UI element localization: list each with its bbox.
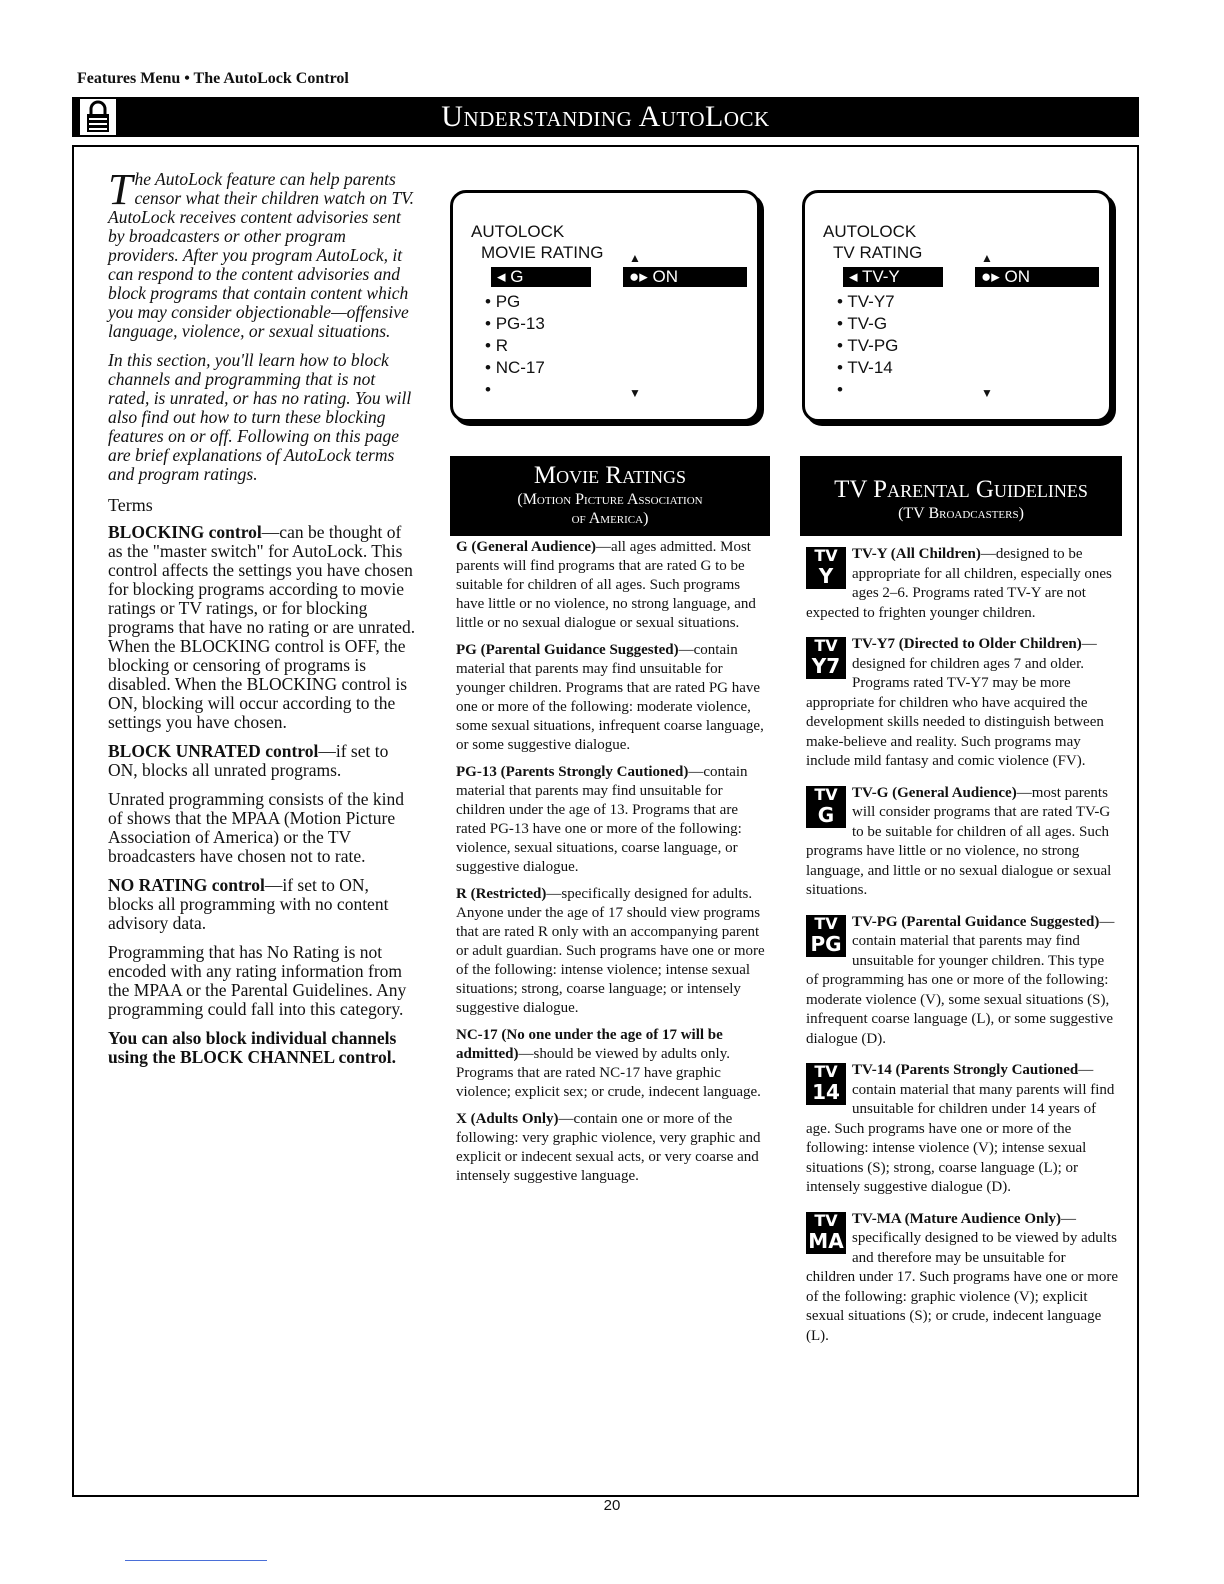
term-label: NO RATING control <box>108 875 265 895</box>
movie-ratings-title: Movie Ratings <box>533 462 687 489</box>
tv-guidelines-title: TV Parental Guidelines <box>834 476 1088 503</box>
term-label: BLOCK UNRATED control <box>108 741 319 761</box>
movie-rating-entry: G (General Audience)—all ages admitted. Most parents will find programs that are rated G to be suitable for children of all ages. Such programs have little or no violence, no strong language, and little or no sexual dialogue or sexual situations. <box>456 539 756 631</box>
rating-toggle[interactable]: ●▸ ON <box>623 267 747 287</box>
left-column <box>108 165 418 1077</box>
term-label: BLOCKING control <box>108 522 262 542</box>
rating-item[interactable]: • TV-G <box>837 314 888 333</box>
breadcrumb: Features Menu • The AutoLock Control <box>77 70 349 87</box>
movie-ratings-header <box>450 456 770 536</box>
term-text: —can be thought of as the "master switch" for AutoLock. This control affects the settings you have chosen for blocking programs according to movie ratings or TV ratings, or for blocking programs that have no rating or are unrated. When the BLOCKING control is OFF, the blocking or censoring of programs is disabled. When the BLOCKING control is ON, blocking will occur according to the settings you have chosen. <box>108 522 416 732</box>
movie-rating-screen <box>450 190 760 422</box>
rating-item[interactable]: • TV-Y7 <box>837 292 895 311</box>
page-title: Understanding AutoLock <box>441 100 770 133</box>
up-arrow-icon: ▲ <box>981 251 993 265</box>
rating-item[interactable]: • PG-13 <box>485 314 545 333</box>
rating-toggle[interactable]: ●▸ ON <box>975 267 1099 287</box>
tv-y-rating-icon: TV Y <box>806 547 846 589</box>
intro-text: he AutoLock feature can help parents censor what their children watch on TV. AutoLock receives content advisories sent by broadcasters or other program providers. After you program AutoLock, it can respond to the content advisories and block programs that contain content which you may consider objectionable—offensive language, violence, or sexual situations. <box>108 169 414 341</box>
movie-rating-entry: R (Restricted)—specifically designed for adults. Anyone under the age of 17 should view programs that are rated R only with an accompanying parent or adult guardian. Such programs have one or more of the following: intense violence; intense sexual situations; strong, coarse language; or intensely suggestive dialogue. <box>456 886 765 1016</box>
movie-ratings-subtitle-2: of America) <box>571 510 649 527</box>
down-arrow-icon: ▼ <box>981 386 993 400</box>
up-arrow-icon: ▲ <box>629 251 641 265</box>
section-banner <box>72 97 1139 137</box>
tv-guidelines-header <box>800 456 1122 536</box>
page-number: 20 <box>603 1497 621 1514</box>
rating-item[interactable]: • NC-17 <box>485 358 545 377</box>
screen-title: AUTOLOCK <box>471 222 565 241</box>
term-text: —if set to ON, blocks all programming with no content advisory data. <box>108 875 389 933</box>
rating-item[interactable]: • TV-14 <box>837 358 893 377</box>
link-underline[interactable] <box>125 1560 267 1561</box>
unrated-explanation: Unrated programming consists of the kind of shows that the MPAA (Motion Picture Association of America) or the TV broadcasters have chosen not to rate. <box>108 789 404 866</box>
no-rating-explanation: Programming that has No Rating is not encoded with any rating information from the MPAA or the Parental Guidelines. Any programming could fall into this category. <box>108 942 407 1019</box>
movie-rating-entry: X (Adults Only)—contain one or more of the following: very graphic violence, very graphic and explicit or indecent sexual acts, or very coarse and intensely suggestive language. <box>456 1111 761 1184</box>
selected-rating[interactable]: ◂ TV-Y <box>843 267 943 287</box>
movie-rating-entry: PG-13 (Parents Strongly Cautioned)—contain material that parents may find unsuitable for children under the age of 13. Programs that are rated PG-13 have one or more of the following: violence, sexual situations, coarse language, or suggestive dialogue. <box>456 764 748 875</box>
screen-title: AUTOLOCK <box>823 222 917 241</box>
tv-rating-screen <box>802 190 1112 422</box>
movie-rating-entry: NC-17 (No one under the age of 17 will be admitted)—should be viewed by adults only. Programs that are rated NC-17 have graphic violence; explicit sex; or crude, indecent language. <box>456 1027 761 1100</box>
terms-heading: Terms <box>108 495 153 515</box>
tv-guidelines-subtitle: (TV Broadcasters) <box>898 505 1024 522</box>
tv-guidelines-list <box>806 545 1118 1358</box>
screen-subtitle: TV RATING <box>833 243 923 262</box>
intro-paragraph-2: In this section, you'll learn how to block channels and programming that is not rated, is unrated, or has no rating. You will also find out how to turn these blocking features on or off. Following on this page are brief explanations of AutoLock terms and program ratings. <box>108 350 412 484</box>
blocking-control-paragraph <box>108 523 418 732</box>
down-arrow-icon: ▼ <box>629 386 641 400</box>
movie-rating-entry: PG (Parental Guidance Suggested)—contain material that parents may find unsuitable for younger children. Programs that are rated PG have one or more of the following: moderate violence, some sexual situations, infrequent coarse language, or some suggestive dialogue. <box>456 642 764 753</box>
no-rating-paragraph <box>108 876 418 933</box>
tv-y7-rating-icon: TV Y7 <box>806 637 846 679</box>
block-unrated-paragraph <box>108 742 418 780</box>
tv-rating-entry: TV 14 TV-14 (Parents Strongly Cautioned—contain material that many parents will find unsuitable for children under 14 years of age. Such programs have one or more of the following: intense violence (V); intense sexual situations (S); strong, coarse language (L); or intensely suggestive dialogue (D). <box>806 1062 1115 1195</box>
tv-14-rating-icon: TV 14 <box>806 1063 846 1105</box>
tv-rating-entry: TV Y7 TV-Y7 (Directed to Older Children)—designed for children ages 7 and older. Programs rated TV-Y7 may be more appropriate for children who have acquired the development skills needed to distinguish between make-believe and reality. Such programs may include mild fantasy and comic violence (FV). <box>806 636 1104 769</box>
tv-g-rating-icon: TV G <box>806 786 846 828</box>
movie-ratings-list <box>456 538 766 1194</box>
more-indicator: • <box>837 380 843 399</box>
selected-rating[interactable]: ◂ G <box>491 267 591 287</box>
screen-subtitle: MOVIE RATING <box>481 243 604 262</box>
tv-rating-entry: TV G TV-G (General Audience)—most parents will consider programs that are rated TV-G to be suitable for children of all ages. Such programs have little or no violence, no strong language, and little or no sexual dialogue or sexual situations. <box>806 784 1112 898</box>
tv-rating-entry: TV MA TV-MA (Mature Audience Only)—specifically designed to be viewed by adults and therefore may be unsuitable for children under 17. Such programs have one or more of the following: graphic violence (V); explicit sexual situations (S); or crude, indecent language (L). <box>806 1210 1118 1344</box>
drop-cap: T <box>108 165 133 214</box>
movie-ratings-subtitle: (Motion Picture Association <box>517 491 703 508</box>
intro-paragraph <box>108 165 418 341</box>
more-indicator: • <box>485 380 491 399</box>
tv-pg-rating-icon: TV PG <box>806 915 846 957</box>
tv-ma-rating-icon: TV MA <box>806 1212 846 1254</box>
tv-rating-entry: TV PG TV-PG (Parental Guidance Suggested)—contain material that parents may find unsuitable for younger children. This type of programming has one or more of the following: moderate violence (V), some sexual situations (S), infrequent coarse language (L), or some suggestive dialogue (D). <box>806 913 1115 1047</box>
rating-item[interactable]: • PG <box>485 292 521 311</box>
block-channel-note: You can also block individual channels using the BLOCK CHANNEL control. <box>108 1028 397 1067</box>
rating-item[interactable]: • TV-PG <box>837 336 899 355</box>
rating-item[interactable]: • R <box>485 336 508 355</box>
term-text: —if set to ON, blocks all unrated programs. <box>108 741 389 780</box>
tv-rating-entry: TV Y TV-Y (All Children)—designed to be appropriate for all children, especially ones ages 2–6. Programs rated TV-Y are not expected to frighten younger children. <box>806 546 1112 621</box>
